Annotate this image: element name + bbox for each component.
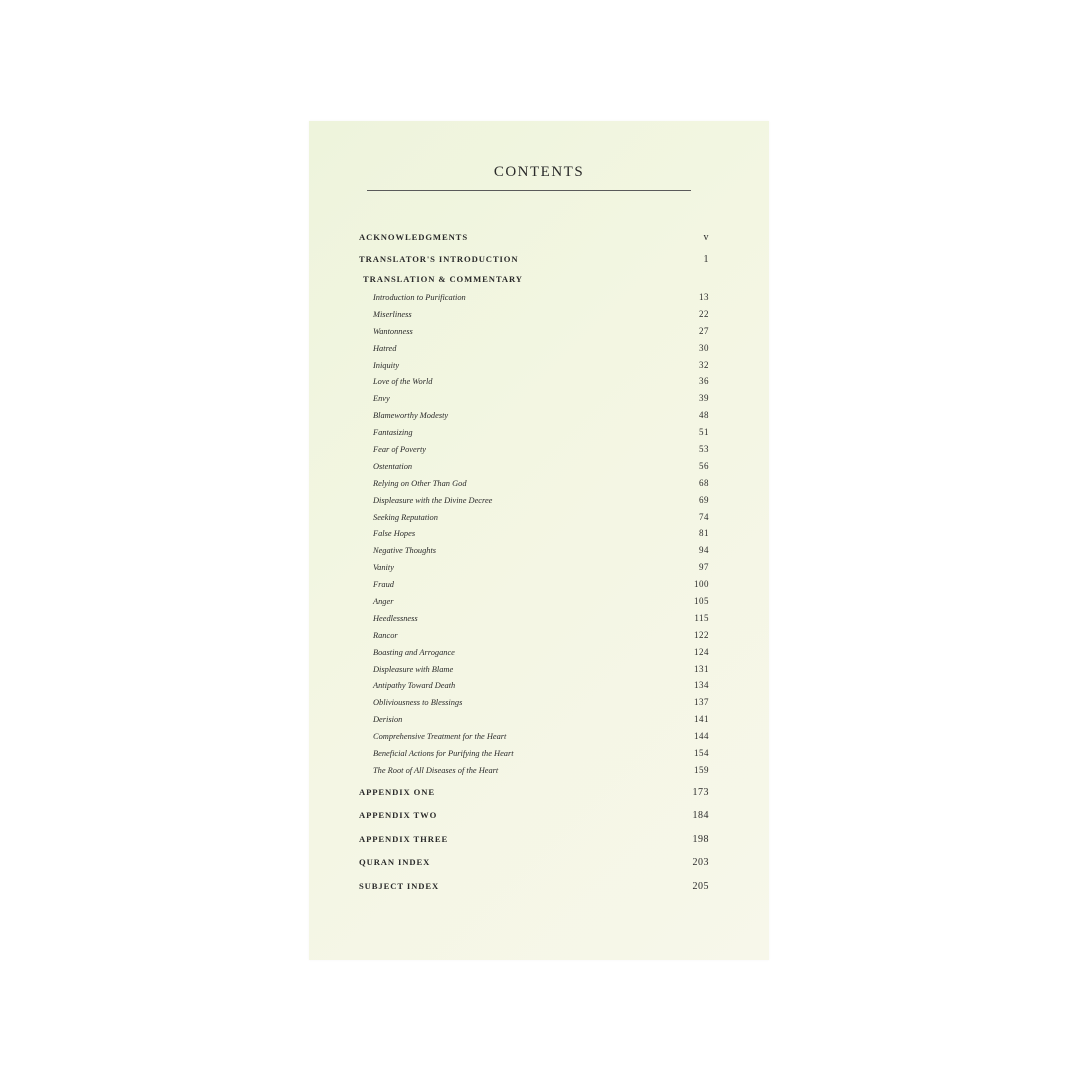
toc-entry-label: Comprehensive Treatment for the Heart xyxy=(373,732,507,742)
toc-chapter-entry xyxy=(359,610,709,627)
toc-back-entry xyxy=(359,804,709,828)
toc-chapter-entry xyxy=(359,373,709,390)
toc-entry-page: 141 xyxy=(694,714,709,725)
toc-chapter-entry xyxy=(359,677,709,694)
toc-entry-page: 69 xyxy=(699,494,709,505)
toc-entry-page: 36 xyxy=(699,376,709,387)
toc-entry-label: APPENDIX THREE xyxy=(359,833,449,844)
toc-chapter-entry xyxy=(359,492,709,509)
toc-chapter-entry xyxy=(359,475,709,492)
toc-entry-label: Iniquity xyxy=(373,360,400,370)
toc-entry-label: Rancor xyxy=(373,630,398,640)
toc-entry-page: 154 xyxy=(694,748,709,759)
toc-entry-page: 53 xyxy=(699,444,709,455)
toc-chapter-entry xyxy=(359,559,709,576)
toc-entry-page: 32 xyxy=(699,359,709,370)
toc-entry-page: 198 xyxy=(692,833,709,845)
toc-entry-page: 51 xyxy=(699,427,709,438)
toc-entry-label: Fantasizing xyxy=(373,428,413,438)
toc-entry-label: Ostentation xyxy=(373,461,413,471)
toc-entry-label: Miserliness xyxy=(373,309,412,319)
toc-chapter-entry xyxy=(359,745,709,762)
toc-chapter-entry xyxy=(359,711,709,728)
toc-entry-label: Love of the World xyxy=(373,377,433,387)
toc-back-entry xyxy=(359,828,709,852)
toc-entry-page: 97 xyxy=(699,562,709,573)
toc-entry-label: TRANSLATION & COMMENTARY xyxy=(363,274,523,284)
toc-entry-label: Heedlessness xyxy=(373,613,418,623)
toc-chapter-entry xyxy=(359,627,709,644)
toc-entry-label: Introduction to Purification xyxy=(373,293,466,302)
book-page xyxy=(309,121,769,960)
toc-entry-page: 68 xyxy=(699,477,709,488)
toc-entry-page: 30 xyxy=(699,342,709,353)
toc-entry-acknowledgments xyxy=(359,226,709,248)
toc-chapter-entry xyxy=(359,728,709,745)
toc-chapter-entry xyxy=(359,542,709,559)
toc-entry-label: Envy xyxy=(373,394,390,404)
toc-chapter-entry xyxy=(359,289,709,306)
toc-entry-label: Seeking Reputation xyxy=(373,512,438,522)
toc-entry-label: Blameworthy Modesty xyxy=(373,411,449,421)
toc-entry-page: 137 xyxy=(694,697,709,708)
table-of-contents xyxy=(359,226,709,898)
toc-entry-translation-commentary xyxy=(359,270,709,289)
toc-chapter-entry xyxy=(359,762,709,779)
toc-entry-page: 122 xyxy=(694,629,709,640)
toc-entry-page: 134 xyxy=(694,680,709,691)
toc-entry-label: Fraud xyxy=(373,580,394,590)
toc-entry-page: 13 xyxy=(699,292,709,302)
toc-chapter-entry xyxy=(359,357,709,374)
toc-chapter-entry xyxy=(359,424,709,441)
toc-entry-page: v xyxy=(703,232,709,243)
toc-chapter-entry xyxy=(359,525,709,542)
toc-entry-label: QURAN INDEX xyxy=(359,857,431,868)
toc-entry-label: Antipathy Toward Death xyxy=(373,681,456,691)
toc-entry-label: Negative Thoughts xyxy=(373,546,437,556)
toc-back-entry xyxy=(359,851,709,875)
toc-entry-page: 115 xyxy=(694,612,709,623)
toc-entry-page: 184 xyxy=(692,810,709,822)
toc-entry-page: 27 xyxy=(699,325,709,336)
toc-entry-label: Derision xyxy=(373,715,403,725)
toc-entry-label: The Root of All Diseases of the Heart xyxy=(373,765,499,775)
toc-chapter-entry xyxy=(359,576,709,593)
toc-entry-page: 1 xyxy=(703,254,709,265)
toc-chapter-entry xyxy=(359,407,709,424)
toc-entry-page: 100 xyxy=(694,579,709,590)
toc-entry-label: Boasting and Arrogance xyxy=(373,647,455,657)
toc-chapter-entry xyxy=(359,340,709,357)
toc-entry-page: 81 xyxy=(699,528,709,539)
toc-chapter-entry xyxy=(359,306,709,323)
toc-entry-page: 124 xyxy=(694,646,709,657)
toc-entry-page: 39 xyxy=(699,393,709,404)
toc-entry-page: 144 xyxy=(694,731,709,742)
toc-chapter-entry xyxy=(359,661,709,678)
toc-entry-label: Relying on Other Than God xyxy=(373,478,467,488)
title-rule xyxy=(367,190,691,191)
toc-entry-label: Wantonness xyxy=(373,326,413,336)
toc-entry-page: 205 xyxy=(692,880,709,892)
toc-entry-page: 173 xyxy=(692,786,709,798)
toc-entry-label: Fear of Poverty xyxy=(373,445,427,455)
back-matter-list xyxy=(359,781,709,899)
toc-entry-page: 22 xyxy=(699,308,709,319)
page-title: CONTENTS xyxy=(493,164,585,180)
toc-entry-label: APPENDIX ONE xyxy=(359,786,435,797)
toc-entry-label: Displeasure with the Divine Decree xyxy=(373,495,493,505)
toc-entry-label: Beneficial Actions for Purifying the Heart xyxy=(373,749,514,759)
toc-entry-label: APPENDIX TWO xyxy=(359,810,438,821)
toc-entry-page: 105 xyxy=(694,596,709,607)
toc-entry-label: Obliviousness to Blessings xyxy=(373,698,463,708)
toc-entry-page: 131 xyxy=(694,663,709,674)
toc-entry-page: 94 xyxy=(699,545,709,556)
toc-entry-page: 56 xyxy=(699,460,709,471)
toc-entry-label: SUBJECT INDEX xyxy=(359,880,440,891)
chapter-list xyxy=(359,289,709,779)
toc-chapter-entry xyxy=(359,593,709,610)
toc-entry-label: False Hopes xyxy=(373,529,416,539)
toc-chapter-entry xyxy=(359,694,709,711)
toc-entry-label: Vanity xyxy=(373,563,394,573)
toc-entry-page: 74 xyxy=(699,511,709,522)
toc-chapter-entry xyxy=(359,644,709,661)
toc-entry-translators-introduction xyxy=(359,248,709,270)
toc-entry-page: 159 xyxy=(694,764,709,775)
toc-chapter-entry xyxy=(359,390,709,407)
toc-entry-label: ACKNOWLEDGMENTS xyxy=(359,232,468,242)
toc-entry-page: 203 xyxy=(692,857,709,869)
toc-entry-page: 48 xyxy=(699,410,709,421)
toc-entry-label: TRANSLATOR'S INTRODUCTION xyxy=(359,254,519,264)
toc-back-entry xyxy=(359,875,709,899)
toc-entry-label: Displeasure with Blame xyxy=(373,664,454,674)
toc-chapter-entry xyxy=(359,458,709,475)
toc-chapter-entry xyxy=(359,441,709,458)
toc-back-entry xyxy=(359,781,709,805)
toc-chapter-entry xyxy=(359,323,709,340)
toc-entry-label: Hatred xyxy=(373,343,397,353)
toc-chapter-entry xyxy=(359,509,709,526)
toc-entry-label: Anger xyxy=(373,597,394,607)
